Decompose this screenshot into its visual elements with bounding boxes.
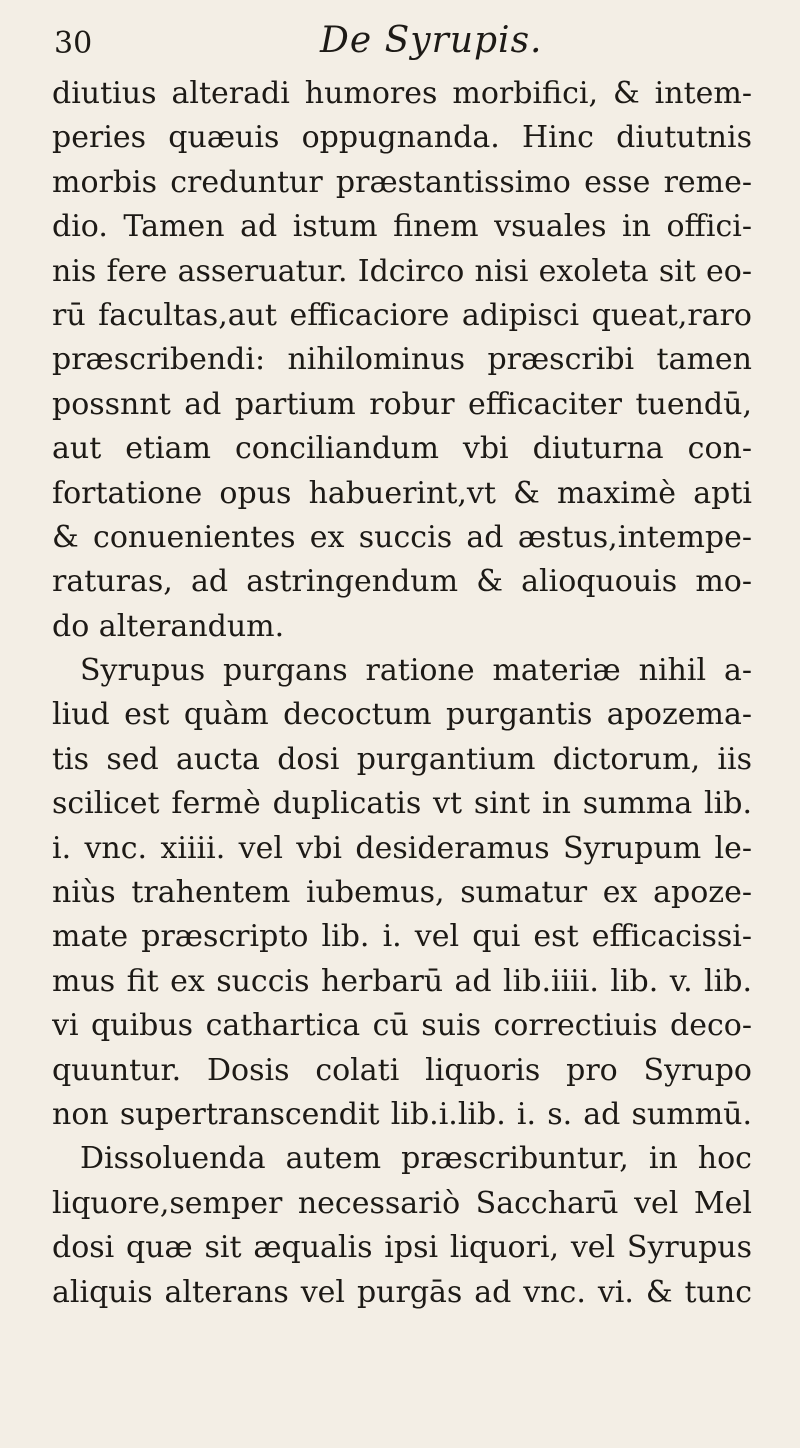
running-head: De Syrupis.	[320, 20, 543, 61]
text-line: liquore,semper necessariò Saccharū vel Mel	[52, 1185, 752, 1221]
text-line: aut etiam conciliandum vbi diuturna con-	[52, 431, 752, 467]
text-line: possnnt ad partium robur efficaciter tuendū,	[52, 386, 752, 422]
text-line: liud est quàm decoctum purgantis apozema-	[52, 697, 752, 733]
text-line: nis fere asseruatur. Idcirco nisi exoleta sit eo-	[52, 253, 752, 289]
text-line: niùs trahentem iubemus, sumatur ex apoze-	[52, 875, 752, 911]
text-line: dosi quæ sit æqualis ipsi liquori, vel Syrupus	[52, 1230, 752, 1266]
text-line: i. vnc. xiiii. vel vbi desideramus Syrupum le-	[52, 830, 752, 866]
text-line: diutius alteradi humores morbifici, & intem-	[52, 76, 752, 111]
paragraph-start-line: Dissoluenda autem præscribuntur, in hoc	[80, 1141, 752, 1177]
text-line: scilicet fermè duplicatis vt sint in summa lib.	[52, 786, 752, 822]
body-text	[52, 72, 752, 1315]
text-line: mate præscripto lib. i. vel qui est efficacissi-	[52, 919, 752, 955]
text-line: non supertranscendit lib.i.lib. i. s. ad summū.	[52, 1096, 752, 1132]
text-line: morbis creduntur præstantissimo esse reme-	[52, 164, 752, 200]
text-line: fortatione opus habuerint,vt & maximè apti	[52, 475, 752, 511]
text-line: tis sed aucta dosi purgantium dictorum, iis	[52, 741, 752, 777]
text-line: aliquis alterans vel purgās ad vnc. vi. & tunc	[52, 1274, 752, 1310]
text-line: quuntur. Dosis colati liquoris pro Syrupo	[52, 1052, 752, 1088]
text-line: do alterandum.	[52, 608, 285, 644]
text-line: rū facultas,aut efficaciore adipisci queat,raro	[52, 297, 752, 333]
text-line: vi quibus cathartica cū suis correctiuis deco-	[52, 1008, 752, 1044]
text-line: præscribendi: nihilominus præscribi tamen	[52, 342, 752, 378]
text-line: mus fit ex succis herbarū ad lib.iiii. lib. v. lib.	[52, 963, 752, 999]
text-line: raturas, ad astringendum & alioquouis mo-	[52, 564, 752, 600]
text-line: peries quæuis oppugnanda. Hinc diututnis	[52, 120, 752, 156]
page-number: 30	[54, 26, 93, 61]
text-line: dio. Tamen ad istum finem vsuales in offici-	[52, 209, 752, 245]
paragraph-start-line: Syrupus purgans ratione materiæ nihil a-	[80, 653, 752, 689]
page-header	[50, 20, 750, 66]
text-line: & conuenientes ex succis ad æstus,intempe-	[52, 519, 752, 555]
